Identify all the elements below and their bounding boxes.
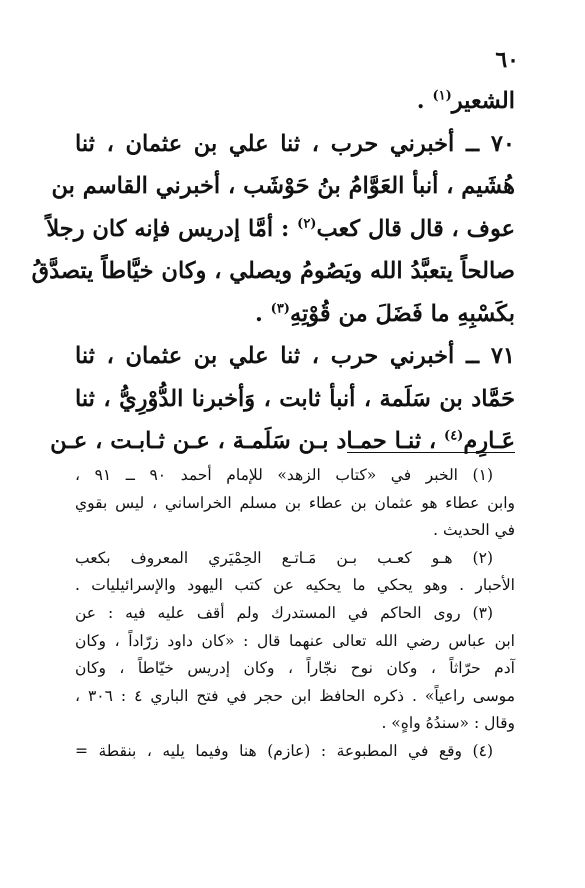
footnote-line: وابن عطاء هو عثمان بن عطاء بن مسلم الخراساني ، ليس بقوي xyxy=(75,493,515,512)
footnote-marker: (١) xyxy=(432,88,452,104)
footnote-line: ابن عباس رضي الله تعالى عنهما قال : «كان داود زرّاداً ، وكان xyxy=(75,631,515,650)
text-line: ٧٠ ــ أخبرني حرب ، ثنا علي بن عثمان ، ثنا xyxy=(75,130,515,157)
text-line: عوف ، قال قال كعب$^{(٢)}$ : أمَّا إدريس فإنه كان رجلاً xyxy=(46,215,515,242)
footnote-line: (٤) وقع في المطبوعة : (عازم) هنا وفيما يليه ، بنقطة = xyxy=(75,741,493,760)
footnotes xyxy=(75,462,515,766)
footnote-separator xyxy=(347,452,515,453)
footnote-marker: (٣) xyxy=(270,301,290,316)
text-line: بكَسْبِهِ ما فَضَلَ من قُوْتِهِ$^{(٣)}$ . xyxy=(254,300,515,327)
footnote-marker: (٤) xyxy=(444,428,464,444)
footnote-marker: (٢) xyxy=(297,216,317,231)
footnote-line: (١) الخبر في «كتاب الزهد» للإمام أحمد ٩٠ ــ ٩١ ، xyxy=(75,466,493,484)
footnote-line: في الحديث . xyxy=(433,521,515,540)
text-line: الشعير$^{(١)}$ . xyxy=(416,88,515,114)
footnote-line: الأحبار . وهو يحكي ما يحكيه عن كتب اليهود والإسرائيليات . xyxy=(75,576,515,595)
footnote-line: آدم حرّاثاً ، وكان نوح نجّاراً ، وكان إدريس خيّاطاً ، وكان xyxy=(75,659,515,678)
text-line: عَـارِم$^{(٤)}$ ، ثنـا حمـاد بـن سَلَمـة ، عـن ثـابـت ، عـن xyxy=(50,428,515,454)
text-line: ٧١ ــ أخبرني حرب ، ثنا علي بن عثمان ، ثنا xyxy=(75,343,515,369)
footnote-line: (٣) روى الحاكم في المستدرك ولم أقف عليه فيه : عن xyxy=(75,603,493,622)
footnote-line: (٢) هـو كعـب بـن مَـاتـع الحِمْيَري المعروف بكعب xyxy=(75,548,493,567)
page-number: ٦٠ xyxy=(495,47,519,73)
footnote-line: وقال : «سندُهُ واهٍ» . xyxy=(381,714,515,733)
text-line: صالحاً يتعبَّدُ الله ويَصُومُ ويصلي ، وكان خيَّاطاً يتصدَّقُ xyxy=(31,258,515,284)
main-text xyxy=(31,80,515,463)
text-line: هُشَيم ، أنبأ العَوَّامُ بنُ حَوْشَب ، أخبرني القاسم بن xyxy=(51,173,515,199)
footnote-line: موسى راعياً» . ذكره الحافظ ابن حجر في فتح الباري ٤ : ٣٠٦ ، xyxy=(75,686,515,705)
text-line: حَمَّاد بن سَلَمة ، أنبأ ثابت ، وَأخبرنا الدُّوْرِيُّ ، ثنا xyxy=(75,385,515,412)
